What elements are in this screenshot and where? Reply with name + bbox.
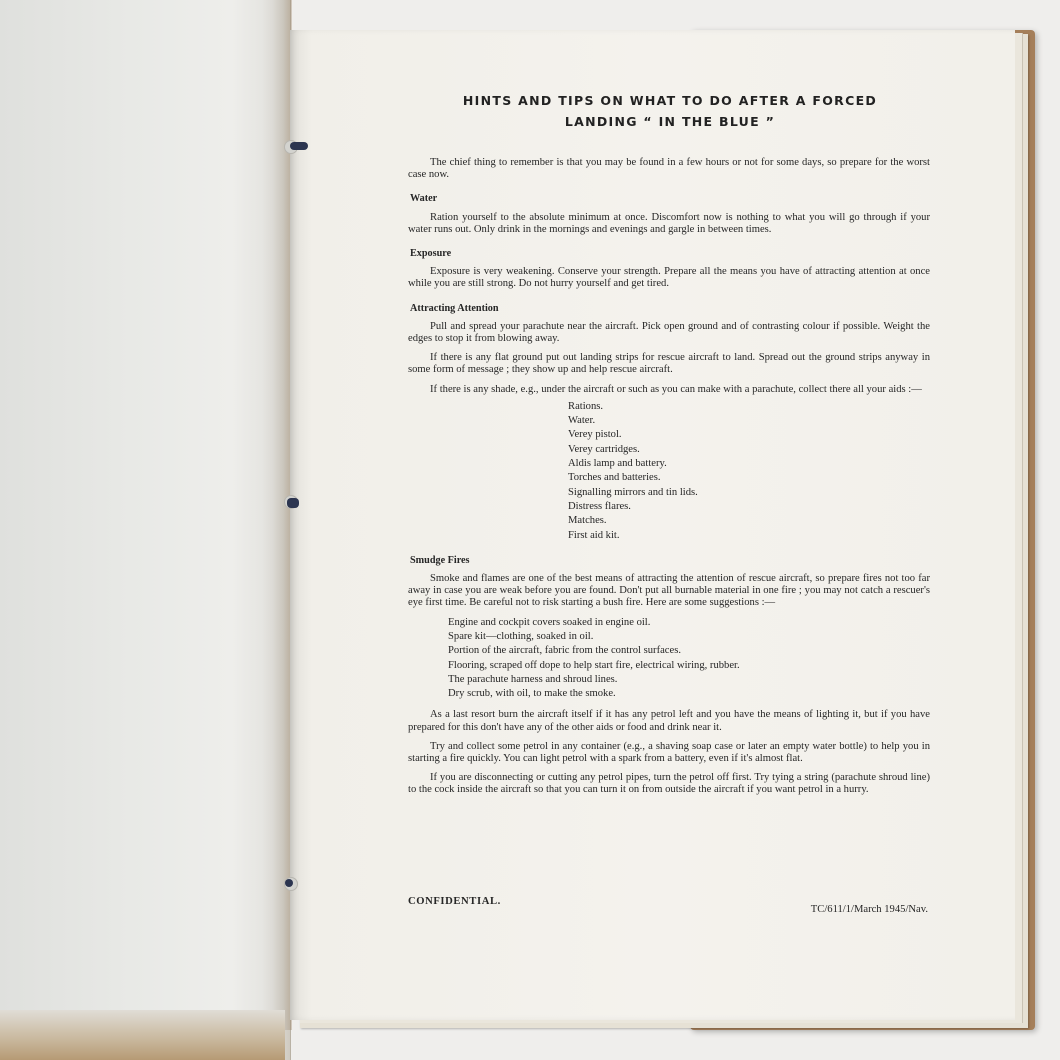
list-item: Verey cartridges. <box>568 443 640 455</box>
left-page-gutter-shadow <box>262 0 292 1030</box>
list-item: Portion of the aircraft, fabric from the control surfaces. <box>448 645 681 657</box>
smudge-paragraph-3: Try and collect some petrol in any container (e.g., a shaving soap case or later an empty water bottle) to help you in starting a fire quickly. You can light petrol with a spark from a battery, even if it's almost flat. <box>408 740 930 765</box>
page-body <box>408 157 930 797</box>
smudge-paragraph-1: Smoke and flames are one of the best means of attracting the attention of rescue aircraft, so prepare fires not too far away in case you are weak before you are found. Don't put all burnable material in one fire ; you may not catch a rescuer's eye first time. Be careful not to risk starting a bush fire. Here are some suggestions :— <box>408 573 930 609</box>
classification-mark: CONFIDENTIAL. <box>408 896 501 907</box>
document-reference: TC/611/1/March 1945/Nav. <box>810 904 928 915</box>
attracting-attention-heading: Attracting Attention <box>410 302 499 314</box>
attracting-paragraph-1: Pull and spread your parachute near the aircraft. Pick open ground and of contrasting colour if possible. Weight the edges to stop it from blowing away. <box>408 320 930 345</box>
fire-suggestions-list <box>408 616 930 702</box>
smudge-fires-heading: Smudge Fires <box>410 554 470 566</box>
list-item: First aid kit. <box>568 529 620 541</box>
list-item: Distress flares. <box>568 500 631 512</box>
binding-thread <box>290 142 308 150</box>
attracting-paragraph-3: If there is any shade, e.g., under the aircraft or such as you can make with a parachute, collect there all your aids :— <box>430 383 922 395</box>
list-item: Spare kit—clothing, soaked in oil. <box>448 630 594 642</box>
document-page <box>290 30 1015 1020</box>
list-item: Engine and cockpit covers soaked in engine oil. <box>448 616 651 628</box>
attracting-paragraph-2: If there is any flat ground put out landing strips for rescue aircraft to land. Spread out the ground strips anyway in some form of message ; they show up and help rescue aircraft. <box>408 352 930 376</box>
list-item: The parachute harness and shroud lines. <box>448 673 618 685</box>
water-heading: Water <box>410 193 438 205</box>
water-paragraph: Ration yourself to the absolute minimum at once. Discomfort now is nothing to what you will go through if your water runs out. Only drink in the mornings and evenings and gargle in between times. <box>408 211 930 235</box>
exposure-heading: Exposure <box>410 248 452 260</box>
smudge-paragraph-4: If you are disconnecting or cutting any petrol pipes, turn the petrol off first. Try tying a string (parachute shroud line) to the cock inside the aircraft so that you can turn it on from outside the aircraft if you want petrol in a hurry. <box>408 772 930 796</box>
list-item: Torches and batteries. <box>568 472 661 484</box>
list-item: Dry scrub, with oil, to make the smoke. <box>448 688 616 700</box>
aids-list <box>408 400 930 543</box>
left-blank-page <box>0 0 291 1060</box>
intro-paragraph: The chief thing to remember is that you may be found in a few hours or not for some days, so prepare for the worst case now. <box>408 157 930 181</box>
list-item: Matches. <box>568 515 607 527</box>
left-page-bottom-edge <box>0 1010 285 1060</box>
binding-thread <box>287 498 299 508</box>
list-item: Flooring, scraped off dope to help start fire, electrical wiring, rubber. <box>448 659 740 671</box>
list-item: Aldis lamp and battery. <box>568 458 667 470</box>
list-item: Signalling mirrors and tin lids. <box>568 486 698 498</box>
list-item: Verey pistol. <box>568 429 622 441</box>
title-line-1: HINTS AND TIPS ON WHAT TO DO AFTER A FORCED <box>462 93 878 108</box>
binding-thread <box>285 879 293 887</box>
title-line-2: LANDING “ IN THE BLUE ” <box>564 114 776 129</box>
smudge-paragraph-2: As a last resort burn the aircraft itself if it has any petrol left and you have the means of lighting it, but if you have prepared for this don't have any of the other aids or food and drink near it. <box>408 709 930 733</box>
exposure-paragraph: Exposure is very weakening. Conserve your strength. Prepare all the means you have of attracting attention at once while you are still strong. Do not hurry yourself and get tired. <box>408 266 930 290</box>
list-item: Water. <box>568 415 596 427</box>
list-item: Rations. <box>568 400 604 412</box>
page-title <box>390 90 950 132</box>
